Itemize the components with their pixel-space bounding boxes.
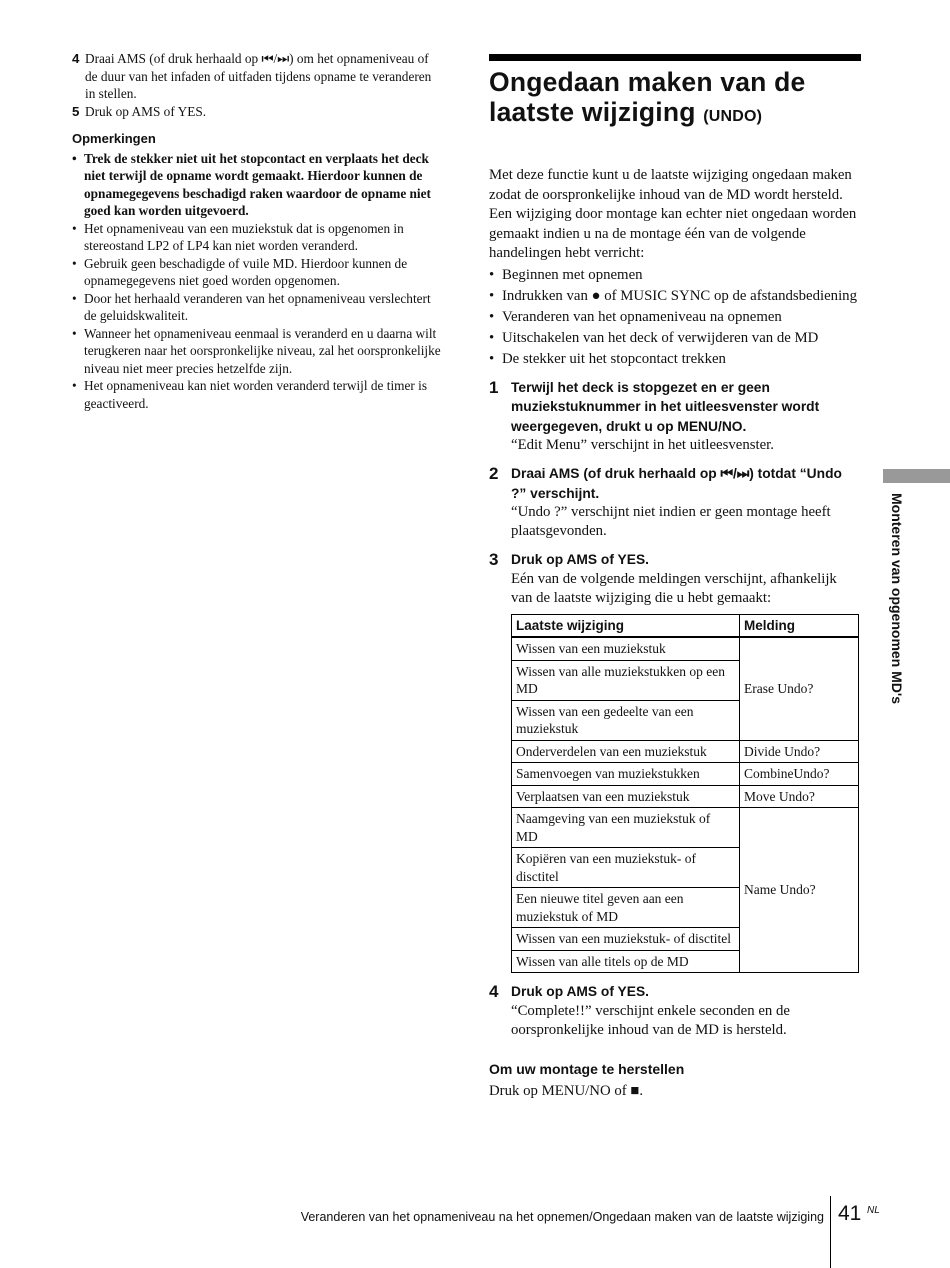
side-tab-label: Monteren van opgenomen MD's [889, 493, 905, 705]
table-cell: Kopiëren van een muziekstuk- of disctitel [512, 848, 740, 888]
table-cell: Wissen van een muziekstuk [512, 637, 740, 660]
table-cell: Wissen van een muziekstuk- of disctitel [512, 928, 740, 951]
step-4 [489, 982, 861, 1040]
table-cell: Erase Undo? [740, 637, 859, 740]
step-result: “Complete!!” verschijnt enkele seconden en de oorspronkelijke inhoud van de MD is hersteld. [511, 1002, 790, 1038]
step-instruction: Druk op AMS of YES. [511, 984, 649, 999]
footer-text: Veranderen van het opnameniveau na het opnemen/Ongedaan maken van de laatste wijziging [300, 1210, 824, 1224]
note-item: • Door het herhaald veranderen van het opnameniveau verslechtert de geluidskwaliteit. [72, 290, 444, 325]
table-cell: Move Undo? [740, 785, 859, 808]
footer-divider [830, 1196, 831, 1268]
title-rule [489, 54, 861, 61]
step-number: 1 [489, 377, 499, 397]
restore-heading: Om uw montage te herstellen [489, 1060, 685, 1077]
table-cell: Wissen van alle muziekstukken op een MD [512, 660, 740, 700]
conditions-list [489, 265, 861, 369]
step-result: Eén van de volgende meldingen verschijnt, afhankelijk van de laatste wijziging die u hebt gemaakt: [511, 570, 837, 606]
intro-paragraph: Met deze functie kunt u de laatste wijziging ongedaan maken zodat de oorspronkelijke inhoud van de MD wordt hersteld. Een wijziging door montage kan echter niet ongedaan worden gemaakt indien u na de montage één van de volgende handelingen hebt verricht: [489, 167, 857, 261]
table-cell: Onderverdelen van een muziekstuk [512, 740, 740, 763]
section-title [489, 67, 861, 132]
table-cell: Wissen van alle titels op de MD [512, 950, 740, 973]
section-title-text: Ongedaan maken van de laatste wijziging [489, 67, 806, 127]
column-header: Melding [740, 614, 859, 637]
language-code: NL [867, 1205, 880, 1216]
table-cell: Naamgeving van een muziekstuk of MD [512, 808, 740, 848]
notes-title: Opmerkingen [72, 131, 156, 146]
table-cell: CombineUndo? [740, 763, 859, 786]
table-header-row [512, 614, 859, 637]
step-result: “Edit Menu” verschijnt in het uitleesvenster. [511, 437, 774, 453]
step-number: 4 [489, 982, 499, 1001]
page-number: 41 [838, 1202, 862, 1225]
condition-item: • Uitschakelen van het deck of verwijderen van de MD [489, 328, 861, 348]
table-cell: Divide Undo? [740, 740, 859, 763]
step-4-left [72, 50, 444, 103]
column-header: Laatste wijziging [512, 614, 740, 637]
note-item: • Gebruik geen beschadigde of vuile MD. Hierdoor kunnen de opnamegegevens niet goed worden opgenomen. [72, 255, 444, 290]
step-2 [489, 464, 861, 541]
step-1 [489, 378, 861, 456]
table-cell: Verplaatsen van een muziekstuk [512, 785, 740, 808]
section-tab-marker [883, 469, 950, 483]
condition-item: • De stekker uit het stopcontact trekken [489, 349, 861, 369]
step-text: Druk op AMS of YES. [85, 103, 207, 119]
step-instruction: Draai AMS (of druk herhaald op ⏮/⏭) totdat “Undo ?” verschijnt. [511, 466, 842, 501]
note-item: • Trek de stekker niet uit het stopcontact en verplaats het deck niet terwijl de opname wordt gemaakt. Hierdoor kunnen de opnamegegevens beschadigd raken waardoor de opname niet goed kan worden uitgevoerd. [72, 150, 444, 220]
note-item: • Het opnameniveau kan niet worden veranderd terwijl de timer is geactiveerd. [72, 377, 444, 412]
step-result: “Undo ?” verschijnt niet indien er geen montage heeft plaatsgevonden. [511, 504, 831, 539]
note-item: • Het opnameniveau van een muziekstuk dat is opgenomen in stereostand LP2 of LP4 kan niet worden veranderd. [72, 220, 444, 255]
right-column [489, 54, 861, 1100]
table-row [512, 740, 859, 763]
undo-messages-table [511, 614, 859, 974]
condition-item: • Veranderen van het opnameniveau na opnemen [489, 307, 861, 327]
step-number: 5 [72, 103, 80, 119]
table-row [512, 808, 859, 848]
section-title-suffix: (UNDO) [703, 108, 763, 125]
left-column [72, 50, 444, 412]
table-row [512, 637, 859, 660]
condition-item: • Indrukken van ● of MUSIC SYNC op de afstandsbediening [489, 286, 861, 306]
step-instruction: Druk op AMS of YES. [511, 552, 649, 567]
table-cell: Samenvoegen van muziekstukken [512, 763, 740, 786]
step-instruction: Terwijl het deck is stopgezet en er geen muziekstuknummer in het uitleesvenster wordt weergegeven, drukt u op MENU/NO. [511, 379, 820, 434]
restore-text: Druk op MENU/NO of ■. [489, 1082, 644, 1099]
step-text: Draai AMS (of druk herhaald op ⏮/⏭) om het opnameniveau of de duur van het infaden of uitfaden tijdens opname te veranderen in stellen. [85, 51, 432, 101]
notes-list [72, 150, 444, 413]
step-number: 3 [489, 550, 499, 569]
step-5-left [72, 103, 444, 121]
table-cell: Een nieuwe titel geven aan een muziekstuk of MD [512, 888, 740, 928]
table-row [512, 785, 859, 808]
note-item: • Wanneer het opnameniveau eenmaal is veranderd en u daarna wilt terugkeren naar het oorspronkelijke niveau, zal het oorspronkelijke niveau niet meer precies hetzelfde zijn. [72, 325, 444, 378]
table-cell: Name Undo? [740, 808, 859, 973]
step-3 [489, 550, 861, 973]
table-row [512, 763, 859, 786]
step-number: 4 [72, 51, 80, 66]
table-cell: Wissen van een gedeelte van een muziekstuk [512, 700, 740, 740]
condition-item: • Beginnen met opnemen [489, 265, 861, 285]
step-number: 2 [489, 464, 499, 483]
